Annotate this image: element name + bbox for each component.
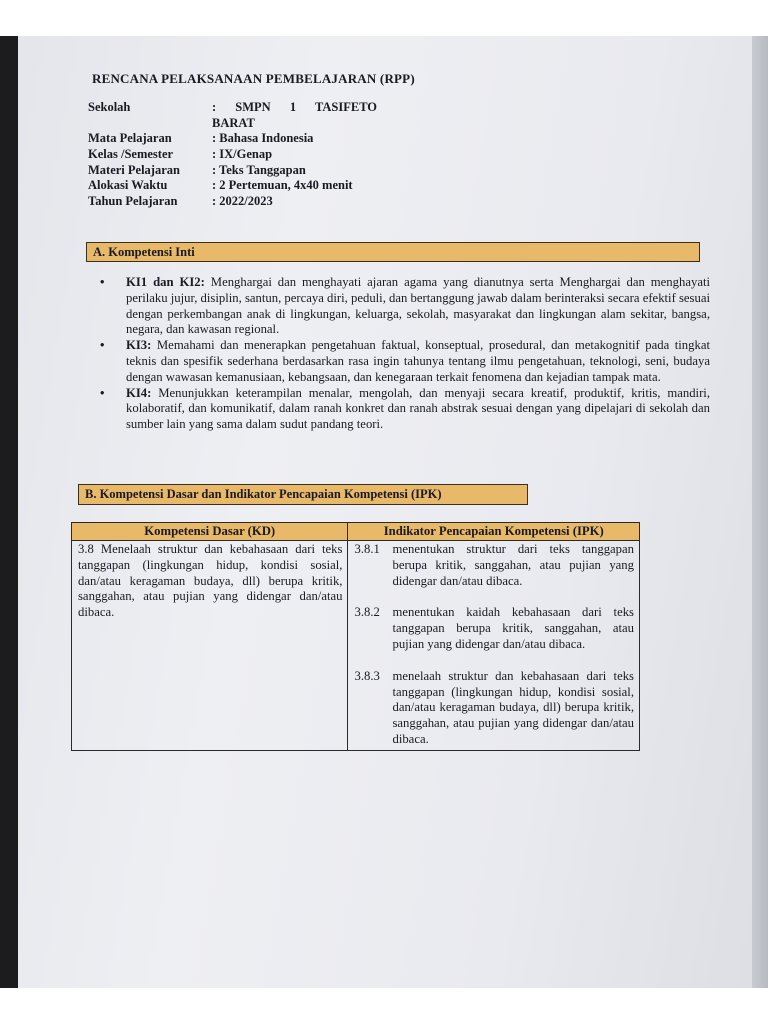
ki-label: KI1 dan KI2:	[126, 275, 205, 289]
meta-value: : SMPN 1 TASIFETO BARAT	[212, 100, 378, 130]
meta-label: Mata Pelajaran	[88, 131, 172, 145]
column-header-kd: Kompetensi Dasar (KD)	[72, 523, 348, 541]
bullet-icon: •	[100, 338, 105, 353]
meta-value: : Teks Tanggapan	[212, 162, 306, 177]
ki-description: Menunjukkan keterampilan menalar, mengolah, dan menyaji secara kreatif, produktif, kritis, mandiri, kolaboratif, dan komunikatif, dalam ranah konkret dan ranah abstrak sesuai dengan yang dipelajari di sekolah dan sumber lain yang sama dalam sudut pandang teori.	[126, 385, 710, 432]
ki-label: KI4:	[126, 385, 152, 400]
kd-cell: 3.8 Menelaah struktur dan kebahasaan dari teks tanggapan (lingkungan hidup, kondisi sosial, dan/atau keragaman budaya, dll) berupa kritik, sanggahan, atau pujian yang didengar dan/atau dibaca.	[72, 541, 348, 751]
meta-label: Kelas /Semester	[88, 146, 174, 161]
ipk-text: menelaah struktur dan kebahasaan dari teks tanggapan (lingkungan hidup, kondisi sosial, dan/atau keragaman budaya, dll) berupa kritik, sanggahan, atau pujian yang didengar dan/atau dibaca.	[392, 668, 634, 746]
meta-value: : IX/Genap	[212, 146, 273, 161]
bullet-icon: •	[100, 385, 105, 400]
bottom-background	[0, 988, 768, 1024]
document-title: RENCANA PELAKSANAAN PEMBELAJARAN (RPP)	[92, 71, 415, 86]
bullet-icon: •	[100, 275, 105, 289]
meta-label: Alokasi Waktu	[88, 178, 168, 193]
meta-value: : Bahasa Indonesia	[212, 131, 314, 145]
top-background	[0, 0, 768, 36]
list-item	[100, 275, 710, 338]
meta-row-material	[88, 163, 402, 179]
ipk-item	[354, 605, 634, 652]
list-item	[100, 386, 710, 433]
meta-row-time	[88, 178, 402, 194]
section-b-heading: B. Kompetensi Dasar dan Indikator Pencapaian Kompetensi (IPK)	[78, 484, 528, 505]
meta-row-class	[88, 147, 402, 163]
ki-description: Memahami dan menerapkan pengetahuan faktual, konseptual, prosedural, dan metakognitif pada tingkat teknis dan spesifik sederhana berdasarkan rasa ingin tahunya tentang ilmu pengetahuan, teknologi, seni, budaya dengan wawasan kemanusiaan, kebangsaan, dan kenegaraan terkait fenomena dan kejadian tampak mata.	[126, 338, 710, 384]
right-edge-shadow	[752, 36, 768, 988]
left-edge-shadow	[0, 36, 18, 988]
ipk-number: 3.8.3	[354, 668, 380, 683]
meta-row-subject	[88, 131, 402, 147]
ipk-number: 3.8.1	[354, 542, 380, 556]
ipk-item	[354, 542, 634, 589]
ipk-cell	[348, 541, 640, 751]
meta-row-year	[88, 194, 402, 210]
meta-row-school	[88, 100, 402, 131]
section-a-heading: A. Kompetensi Inti	[86, 242, 700, 262]
identity-block	[88, 100, 402, 210]
column-header-ipk: Indikator Pencapaian Kompetensi (IPK)	[348, 523, 640, 541]
table-row	[72, 541, 640, 751]
meta-label: Sekolah	[88, 100, 131, 114]
ipk-text: menentukan struktur dari teks tanggapan berupa kritik, sanggahan, atau pujian yang didengar dan/atau dibaca.	[392, 542, 634, 588]
meta-value: : 2022/2023	[212, 194, 273, 209]
core-competence-list	[100, 275, 710, 433]
meta-label: Tahun Pelajaran	[88, 194, 178, 209]
meta-label: Materi Pelajaran	[88, 162, 180, 177]
ki-description: Menghargai dan menghayati ajaran agama yang dianutnya serta Menghargai dan menghayati perilaku jujur, disiplin, santun, percaya diri, peduli, dan bertanggung jawab dalam berinteraksi secara efektif sesuai dengan perkembangan anak di lingkungan, keluarga, sekolah, masyarakat dan lingkungan alam sekitar, bangsa, negara, dan kawasan regional.	[126, 275, 710, 337]
table-header-row	[72, 523, 640, 541]
ipk-item	[354, 669, 634, 748]
ipk-text: menentukan kaidah kebahasaan dari teks tanggapan berupa kritik, sanggahan, atau pujian yang didengar dan/atau dibaca.	[392, 605, 634, 651]
ipk-number: 3.8.2	[354, 605, 380, 620]
document-page	[0, 36, 768, 988]
competence-table	[71, 522, 640, 751]
meta-value: : 2 Pertemuan, 4x40 menit	[212, 178, 353, 193]
ki-label: KI3:	[126, 338, 152, 353]
list-item	[100, 338, 710, 385]
